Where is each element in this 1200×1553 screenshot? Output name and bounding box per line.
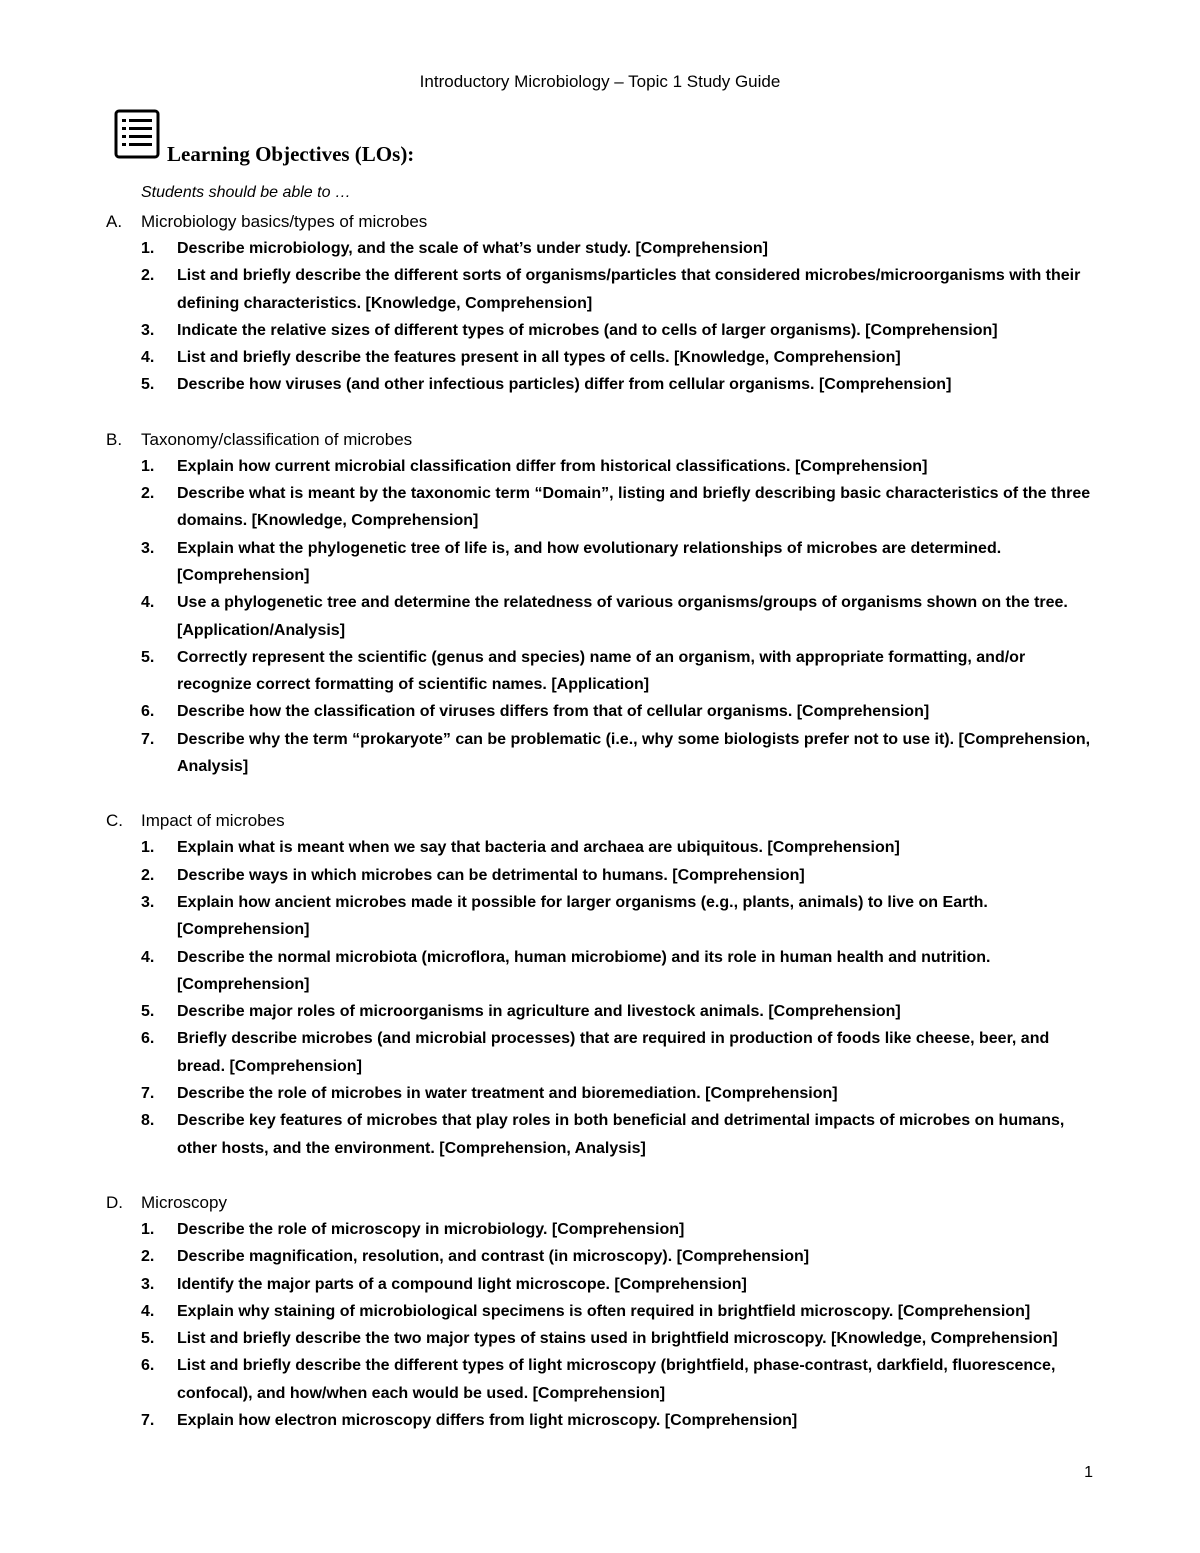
item-text: List and briefly describe the features present in all types of cells. [Knowledge, Comprehension]: [177, 349, 901, 367]
list-item: [0, 262, 1200, 317]
list-item: [0, 1216, 1200, 1243]
item-text: Correctly represent the scientific (genus and species) name of an organism, with appropriate formatting, and/or recognize correct formatting of scientific names. [Application]: [177, 648, 1026, 694]
section-heading: [0, 208, 1200, 235]
item-text: Identify the major parts of a compound light microscope. [Comprehension]: [177, 1275, 747, 1293]
item-number: 2.: [141, 1248, 155, 1266]
item-number: 4.: [141, 948, 155, 966]
item-text: Describe magnification, resolution, and contrast (in microscopy). [Comprehension]: [177, 1248, 810, 1266]
item-text: Briefly describe microbes (and microbial processes) that are required in production of foods like cheese, beer, and bread. [Comprehension]: [177, 1030, 1050, 1075]
item-text: Describe microbiology, and the scale of what’s under study. [Comprehension]: [177, 240, 768, 257]
learning-objectives-heading: Learning Objectives (LOs):: [167, 142, 415, 166]
item-number: 2.: [141, 267, 155, 285]
item-number: 7.: [141, 1411, 155, 1429]
list-item: [0, 535, 1200, 590]
item-number: 5.: [141, 376, 155, 394]
list-item: [0, 1298, 1200, 1325]
list-item: [0, 1025, 1200, 1080]
list-item: [0, 1080, 1200, 1107]
item-text: Explain how ancient microbes made it possible for larger organisms (e.g., plants, animals) to live on Earth. [Comprehension]: [177, 893, 988, 939]
section-heading: [0, 1189, 1200, 1216]
list-item: [0, 698, 1200, 725]
item-text: Explain how current microbial classification differ from historical classifications. [Comprehension]: [177, 457, 928, 475]
list-item: [0, 317, 1200, 344]
item-number: 3.: [141, 321, 155, 339]
section: [0, 426, 1200, 781]
section-letter: B.: [106, 429, 123, 449]
item-number: 1.: [141, 1220, 155, 1238]
item-number: 5.: [141, 648, 155, 666]
section: [0, 1189, 1200, 1434]
item-text: Describe how viruses (and other infectious particles) differ from cellular organisms. [Comprehension]: [177, 376, 952, 394]
list-item: [0, 344, 1200, 371]
item-text: Describe the role of microscopy in microbiology. [Comprehension]: [177, 1220, 685, 1238]
list-item: [0, 944, 1200, 999]
page-number: 1: [1084, 1464, 1093, 1481]
page-title: Introductory Microbiology – Topic 1 Study Guide: [419, 72, 781, 91]
list-item: [0, 453, 1200, 480]
item-number: 6.: [141, 703, 155, 721]
list-item: [0, 1271, 1200, 1298]
item-number: 1.: [141, 839, 155, 857]
item-text: Describe major roles of microorganisms in agriculture and livestock animals. [Comprehension]: [177, 1003, 901, 1021]
item-text: List and briefly describe the different types of light microscopy (brightfield, phase-contrast, darkfield, fluorescence, confocal), and how/when each would be used. [Comprehension]: [177, 1357, 1056, 1402]
list-item: [0, 1107, 1200, 1162]
list-item: [0, 371, 1200, 398]
item-number: 3.: [141, 539, 155, 557]
list-item: [0, 1352, 1200, 1407]
item-text: Use a phylogenetic tree and determine the relatedness of various organisms/groups of organisms shown on the tree. [Application/Analysis]: [177, 594, 1068, 639]
list-item: [0, 998, 1200, 1025]
item-number: 4.: [141, 349, 155, 367]
item-text: List and briefly describe the different sorts of organisms/particles that considered microbes/microorganisms with their defining characteristics. [Knowledge, Comprehension]: [177, 267, 1081, 312]
item-text: Describe how the classification of viruses differs from that of cellular organisms. [Comprehension]: [177, 703, 930, 721]
list-item: [0, 1243, 1200, 1270]
item-number: 8.: [141, 1112, 155, 1130]
list-item: [0, 589, 1200, 644]
item-text: Explain why staining of microbiological specimens is often required in brightfield microscopy. [Comprehension]: [177, 1302, 1031, 1320]
objectives-list: [0, 208, 1200, 1461]
list-item: [0, 889, 1200, 944]
item-number: 5.: [141, 1003, 155, 1021]
item-number: 4.: [141, 594, 155, 612]
list-item: [0, 1325, 1200, 1352]
section-title: Microscopy: [141, 1192, 227, 1212]
section: [0, 208, 1200, 399]
section-letter: D.: [106, 1192, 123, 1212]
section-heading: [0, 426, 1200, 453]
item-number: 3.: [141, 1275, 155, 1293]
item-number: 6.: [141, 1030, 155, 1048]
item-number: 1.: [141, 457, 155, 475]
item-text: Explain what the phylogenetic tree of life is, and how evolutionary relationships of microbes are determined. [Comprehension]: [177, 539, 1002, 584]
list-item: [0, 862, 1200, 889]
item-text: Describe why the term “prokaryote” can be problematic (i.e., why some biologists prefer not to use it). [Comprehension, Analysis]: [177, 730, 1091, 776]
item-number: 6.: [141, 1357, 155, 1375]
list-item: [0, 644, 1200, 699]
item-text: Describe the role of microbes in water treatment and bioremediation. [Comprehension]: [177, 1085, 838, 1103]
item-text: Describe ways in which microbes can be detrimental to humans. [Comprehension]: [177, 866, 805, 884]
section: [0, 807, 1200, 1162]
item-number: 1.: [141, 240, 155, 257]
item-number: 2.: [141, 485, 155, 503]
item-number: 7.: [141, 1085, 155, 1103]
list-icon: [114, 109, 160, 159]
item-text: Describe the normal microbiota (microflora, human microbiome) and its role in human health and nutrition. [Comprehension]: [177, 948, 991, 993]
item-text: Describe key features of microbes that play roles in both beneficial and detrimental impacts of microbes on humans, other hosts, and the environment. [Comprehension, Analysis]: [177, 1112, 1065, 1157]
item-number: 5.: [141, 1330, 155, 1348]
section-title: Taxonomy/classification of microbes: [141, 429, 413, 449]
item-number: 3.: [141, 893, 155, 911]
list-item: [0, 235, 1200, 262]
list-item: [0, 726, 1200, 781]
item-text: Explain what is meant when we say that bacteria and archaea are ubiquitous. [Comprehension]: [177, 839, 900, 857]
section-title: Impact of microbes: [141, 811, 285, 831]
item-number: 4.: [141, 1302, 155, 1320]
list-item: [0, 1407, 1200, 1434]
item-text: Explain how electron microscopy differs from light microscopy. [Comprehension]: [177, 1411, 798, 1429]
item-text: Describe what is meant by the taxonomic term “Domain”, listing and briefly describing basic characteristics of the three domains. [Knowledge, Comprehension]: [177, 485, 1091, 530]
list-item: [0, 480, 1200, 535]
item-number: 7.: [141, 730, 155, 748]
section-letter: C.: [106, 811, 123, 831]
item-text: Indicate the relative sizes of different types of microbes (and to cells of larger organisms). [Comprehension]: [177, 321, 998, 339]
section-title: Microbiology basics/types of microbes: [141, 212, 428, 231]
section-letter: A.: [106, 212, 123, 231]
list-item: [0, 834, 1200, 861]
section-heading: [0, 807, 1200, 834]
intro-text: Students should be able to …: [141, 184, 351, 201]
item-number: 2.: [141, 866, 155, 884]
item-text: List and briefly describe the two major types of stains used in brightfield microscopy. [Knowledge, Comprehension]: [177, 1330, 1058, 1348]
